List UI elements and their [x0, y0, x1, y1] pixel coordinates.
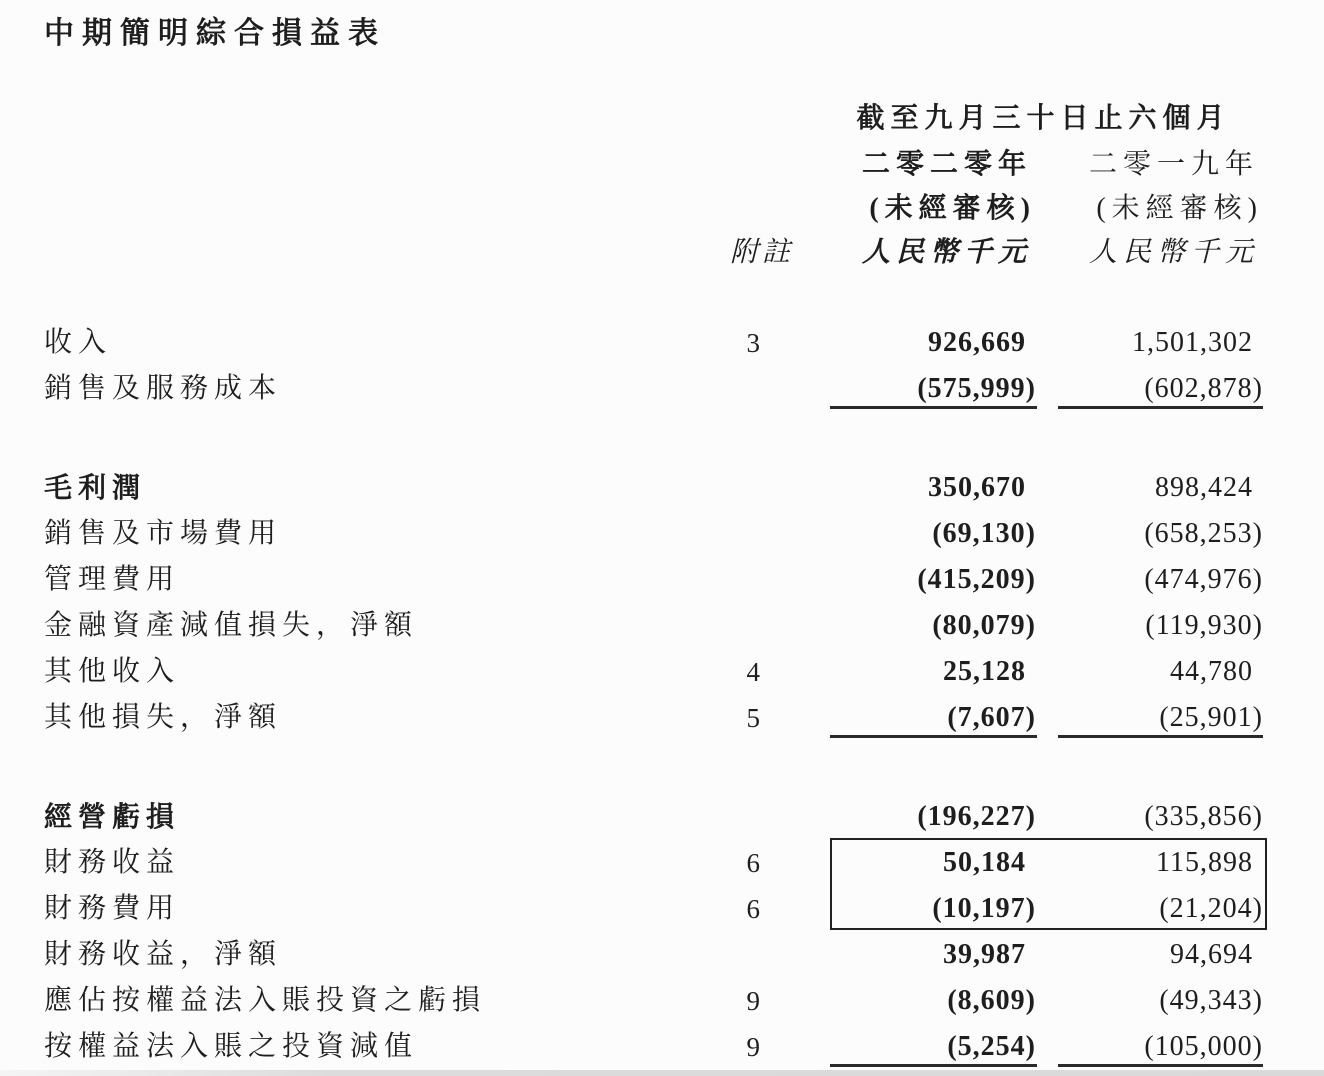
row-label: 管理費用	[44, 564, 181, 595]
income-statement-table	[0, 96, 1324, 1070]
row-note: 4	[746, 657, 760, 687]
row-note	[690, 557, 760, 603]
value-2020: (415,209)	[917, 564, 1036, 595]
table-row	[0, 603, 1324, 649]
table-header-audit-row	[0, 188, 1324, 230]
table-row	[0, 840, 1324, 886]
audit-status-2019: (未經審核)	[1096, 193, 1263, 224]
value-2019: 115,898	[1156, 847, 1253, 878]
row-note: 9	[746, 1032, 760, 1062]
row-label: 財務費用	[44, 893, 181, 924]
table-row	[0, 366, 1324, 412]
unit-2020-header: 人民幣千元	[861, 237, 1032, 268]
value-2020: (5,254)	[760, 1024, 1036, 1070]
table-row	[0, 932, 1324, 978]
table-header-year-row	[0, 142, 1324, 188]
row-note: 9	[746, 986, 760, 1016]
table-row	[0, 794, 1324, 840]
value-2019: (105,000)	[1036, 1024, 1263, 1070]
value-2019: 1,501,302	[1132, 327, 1253, 358]
value-2020: 926,669	[928, 327, 1026, 358]
table-row	[0, 511, 1324, 557]
value-2020: (7,607)	[760, 695, 1036, 741]
row-label: 其他損失，淨額	[44, 702, 283, 733]
page-title: 中期簡明綜合損益表	[44, 17, 386, 50]
row-label: 財務收益，淨額	[44, 939, 283, 970]
row-note: 6	[746, 848, 760, 878]
table-row	[0, 1024, 1324, 1070]
value-2020: (196,227)	[917, 801, 1036, 832]
value-2020: (80,079)	[932, 610, 1036, 641]
row-label: 按權益法入賬之投資減值	[44, 1031, 419, 1062]
value-2019: (21,204)	[1159, 893, 1263, 924]
table-row	[0, 320, 1324, 366]
value-2020: 350,670	[928, 472, 1026, 503]
value-2019: (474,976)	[1144, 564, 1263, 595]
value-2020: (8,609)	[947, 985, 1036, 1016]
table-row	[0, 649, 1324, 695]
row-note: 3	[746, 328, 760, 358]
row-note	[690, 603, 760, 649]
row-label: 銷售及市場費用	[44, 518, 283, 549]
table-header-unit-row	[0, 230, 1324, 276]
page-edge-shadow	[0, 1070, 1324, 1076]
row-label: 毛利潤	[44, 472, 147, 503]
value-2020: (575,999)	[760, 366, 1036, 412]
row-note	[690, 366, 760, 412]
value-2020: 25,128	[943, 656, 1026, 687]
value-2020: (10,197)	[932, 893, 1036, 924]
table-row	[0, 465, 1324, 511]
row-label: 其他收入	[44, 656, 181, 687]
table-row	[0, 978, 1324, 1024]
table-row	[0, 886, 1324, 932]
row-note	[690, 932, 760, 978]
value-2019: (335,856)	[1144, 801, 1263, 832]
row-label: 金融資產減值損失，淨額	[44, 610, 419, 641]
row-note: 6	[746, 894, 760, 924]
row-label: 應佔按權益法入賬投資之虧損	[44, 985, 487, 1016]
row-note	[690, 465, 760, 511]
period-header: 截至九月三十日止六個月	[856, 103, 1231, 134]
row-note	[690, 794, 760, 840]
table-row	[0, 695, 1324, 741]
row-label: 財務收益	[44, 847, 181, 878]
table-header-period-row	[0, 96, 1324, 142]
value-2019: (602,878)	[1036, 366, 1263, 412]
year-2019-header: 二零一九年	[1088, 149, 1259, 180]
value-2019: (25,901)	[1036, 695, 1263, 741]
value-2019: 94,694	[1170, 939, 1253, 970]
value-2019: (119,930)	[1145, 610, 1263, 641]
table-body	[0, 320, 1324, 1070]
unit-2019-header: 人民幣千元	[1088, 237, 1259, 268]
audit-status-2020: (未經審核)	[869, 193, 1036, 224]
value-2019: (658,253)	[1144, 518, 1263, 549]
value-2019: 898,424	[1155, 472, 1253, 503]
row-note: 5	[746, 703, 760, 733]
value-2020: 39,987	[943, 939, 1026, 970]
row-note	[690, 511, 760, 557]
value-2020: (69,130)	[932, 518, 1036, 549]
row-label: 銷售及服務成本	[44, 373, 283, 404]
row-label: 收入	[44, 327, 113, 358]
value-2020: 50,184	[943, 847, 1026, 878]
year-2020-header: 二零二零年	[861, 149, 1032, 180]
row-label: 經營虧損	[44, 801, 181, 832]
value-2019: (49,343)	[1159, 985, 1263, 1016]
notes-column-header: 附註	[729, 237, 794, 268]
table-row	[0, 557, 1324, 603]
value-2019: 44,780	[1170, 656, 1253, 687]
